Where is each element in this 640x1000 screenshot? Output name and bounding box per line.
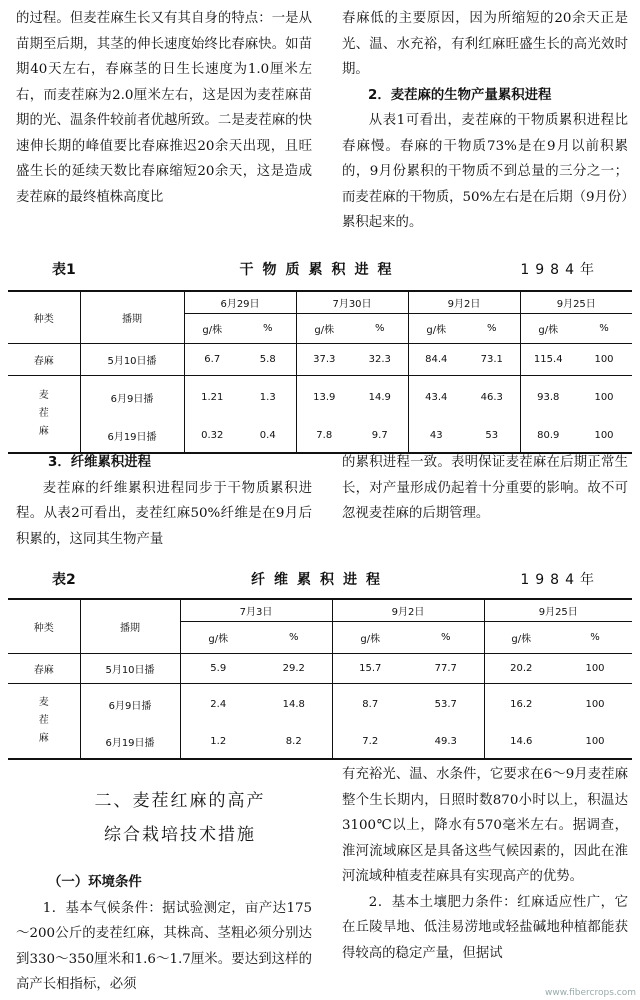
body-paragraph: 1．基本气候条件：据试验测定，亩产达175～200公斤的麦茬红麻，其株高、茎粗必须分别达到330～350厘米和1.6～1.7厘米。要达到这样的高产长相指标，必须 bbox=[16, 900, 312, 992]
date-header: 9月25日 bbox=[484, 599, 632, 621]
date-header: 7月30日 bbox=[296, 291, 408, 313]
table-cell: 77.7 bbox=[408, 653, 484, 683]
table-cell: 37.3 bbox=[296, 343, 352, 375]
body-paragraph: 麦茬麻的纤维累积进程同步于干物质累积进程。从表2可看出，麦茬红麻50%纤维是在9月后积累的，这同其生物产量 bbox=[16, 480, 312, 547]
table-cell: 100 bbox=[558, 653, 632, 683]
table-cell: 8.7 bbox=[332, 683, 408, 725]
sow-date: 5月10日播 bbox=[80, 343, 184, 375]
body-paragraph: 的累积进程一致。表明保证麦茬麻在后期正常生长，对产量形成仍起着十分重要的影响。故不可忽视麦茬麻的后期管理。 bbox=[342, 455, 628, 521]
unit-header: g/株 bbox=[332, 621, 408, 653]
table-cell: 1.3 bbox=[240, 375, 296, 419]
unit-header: g/株 bbox=[408, 313, 464, 343]
table-number: 表1 bbox=[52, 262, 76, 278]
table-cell: 20.2 bbox=[484, 653, 558, 683]
table-cell: 29.2 bbox=[256, 653, 332, 683]
col-header-sow: 播期 bbox=[80, 599, 180, 653]
sow-date: 5月10日播 bbox=[80, 653, 180, 683]
row-group-spring: 春麻 bbox=[8, 343, 80, 375]
bottom-left-column bbox=[16, 870, 312, 998]
table-cell: 53 bbox=[464, 419, 520, 453]
table-cell: 43.4 bbox=[408, 375, 464, 419]
table-cell: 84.4 bbox=[408, 343, 464, 375]
table-cell: 16.2 bbox=[484, 683, 558, 725]
date-header: 7月3日 bbox=[180, 599, 332, 621]
table1 bbox=[8, 290, 632, 454]
table-cell: 100 bbox=[576, 375, 632, 419]
table-number: 表2 bbox=[52, 572, 76, 588]
table-cell: 1.2 bbox=[180, 725, 256, 759]
table-cell: 0.4 bbox=[240, 419, 296, 453]
date-header: 9月2日 bbox=[408, 291, 520, 313]
section-title bbox=[60, 784, 300, 852]
body-paragraph: 从表1可看出，麦茬麻的干物质累积进程比春麻慢。春麻的干物质73%是在9月以前积累的，9月份累积的干物质不到总量的三分之一；而麦茬麻的干物质，50%左右是在后期（9月份）累积起来的。 bbox=[342, 113, 629, 230]
table-cell: 9.7 bbox=[352, 419, 408, 453]
unit-header: g/株 bbox=[484, 621, 558, 653]
table2-caption bbox=[0, 567, 640, 591]
table1-caption bbox=[0, 257, 640, 281]
mid-left-column bbox=[16, 450, 312, 552]
watermark: www.fibercrops.com bbox=[545, 988, 636, 998]
table2 bbox=[8, 598, 632, 760]
unit-header: % bbox=[599, 322, 609, 334]
table-cell: 53.7 bbox=[408, 683, 484, 725]
sow-date: 6月9日播 bbox=[80, 683, 180, 725]
table-cell: 93.8 bbox=[520, 375, 576, 419]
unit-header: % bbox=[374, 322, 385, 334]
body-paragraph: 春麻低的主要原因，因为所缩短的20余天正是光、温、水充裕，有利红麻旺盛生长的高光效时期。 bbox=[342, 11, 628, 77]
table-cell: 14.8 bbox=[256, 683, 332, 725]
table-cell: 14.6 bbox=[484, 725, 558, 759]
unit-header: % bbox=[262, 322, 273, 334]
sow-date: 6月19日播 bbox=[80, 419, 184, 453]
table-cell: 15.7 bbox=[332, 653, 408, 683]
subsection-heading: （一）环境条件 bbox=[48, 875, 142, 890]
date-header: 9月2日 bbox=[332, 599, 484, 621]
unit-header: % bbox=[486, 322, 497, 334]
section-heading: 3．纤维累积进程 bbox=[48, 455, 152, 470]
table-cell: 100 bbox=[576, 419, 632, 453]
table-cell: 100 bbox=[576, 343, 632, 375]
section-title-line: 综合栽培技术措施 bbox=[104, 825, 256, 845]
unit-header: % bbox=[288, 631, 299, 643]
table-cell: 6.7 bbox=[184, 343, 240, 375]
table-cell: 73.1 bbox=[464, 343, 520, 375]
unit-header: % bbox=[440, 631, 451, 643]
table-title: 纤维累积进程 bbox=[251, 572, 389, 588]
table-cell: 46.3 bbox=[464, 375, 520, 419]
col-header-kind: 种类 bbox=[8, 291, 80, 343]
unit-header: % bbox=[590, 631, 600, 643]
table-year: 1984年 bbox=[520, 572, 600, 588]
sow-date: 6月19日播 bbox=[80, 725, 180, 759]
table-cell: 80.9 bbox=[520, 419, 576, 453]
row-group-wheat: 麦茬麻 bbox=[8, 375, 80, 453]
unit-header: g/株 bbox=[180, 621, 256, 653]
table-cell: 8.2 bbox=[256, 725, 332, 759]
table-cell: 43 bbox=[408, 419, 464, 453]
table-cell: 0.32 bbox=[184, 419, 240, 453]
table-cell: 115.4 bbox=[520, 343, 576, 375]
table-cell: 14.9 bbox=[352, 375, 408, 419]
table-cell: 32.3 bbox=[352, 343, 408, 375]
table-cell: 7.8 bbox=[296, 419, 352, 453]
top-left-column bbox=[16, 6, 312, 210]
date-header: 6月29日 bbox=[184, 291, 296, 313]
unit-header: g/株 bbox=[520, 313, 576, 343]
body-paragraph: 2．基本土壤肥力条件：红麻适应性广，它在丘陵旱地、低洼易涝地或轻盐碱地种植都能获得较高的稳定产量，但据试 bbox=[342, 894, 628, 961]
table-cell: 7.2 bbox=[332, 725, 408, 759]
table-cell: 49.3 bbox=[408, 725, 484, 759]
section-title-line: 二、麦茬红麻的高产 bbox=[94, 791, 266, 811]
table-cell: 13.9 bbox=[296, 375, 352, 419]
table-cell: 1.21 bbox=[184, 375, 240, 419]
unit-header: g/株 bbox=[184, 313, 240, 343]
mid-right-column bbox=[342, 450, 628, 527]
section-heading: 2．麦茬麻的生物产量累积进程 bbox=[368, 87, 552, 103]
table-year: 1984年 bbox=[520, 262, 600, 278]
unit-header: g/株 bbox=[296, 313, 352, 343]
table-title: 干物质累积进程 bbox=[239, 262, 401, 278]
row-group-wheat: 麦茬麻 bbox=[8, 683, 80, 759]
col-header-sow: 播期 bbox=[80, 291, 184, 343]
table-cell: 2.4 bbox=[180, 683, 256, 725]
row-group-spring: 春麻 bbox=[8, 653, 80, 683]
sow-date: 6月9日播 bbox=[80, 375, 184, 419]
body-paragraph: 有充裕光、温、水条件，它要求在6～9月麦茬麻整个生长期内，日照时数870小时以上，积温达3100℃以上，降水有570毫米左右。据调查，淮河流域麻区是具备这些气候因素的，因此在淮河流域种植麦茬麻具有实现高产的优势。 bbox=[342, 767, 628, 884]
table-cell: 100 bbox=[558, 683, 632, 725]
bottom-right-column bbox=[342, 762, 628, 966]
date-header: 9月25日 bbox=[520, 291, 632, 313]
table-cell: 5.8 bbox=[240, 343, 296, 375]
table-cell: 5.9 bbox=[180, 653, 256, 683]
col-header-kind: 种类 bbox=[8, 599, 80, 653]
body-paragraph: 的过程。但麦茬麻生长又有其自身的特点：一是从苗期至后期，其茎的伸长速度始终比春麻快。如苗期40天左右，春麻茎的日生长速度为1.0厘米左右，而麦茬麻为2.0厘米左右，这是因为麦茬麻苗期的光、温条件较前者优越所致。二是麦茬麻的快速伸长期的峰值要比春麻推迟20余天出现，且旺盛生长的延续天数比春麻缩短20余天，这是造成麦茬麻的最终植株高度比 bbox=[16, 11, 312, 205]
table-cell: 100 bbox=[558, 725, 632, 759]
top-right-column bbox=[342, 6, 628, 236]
